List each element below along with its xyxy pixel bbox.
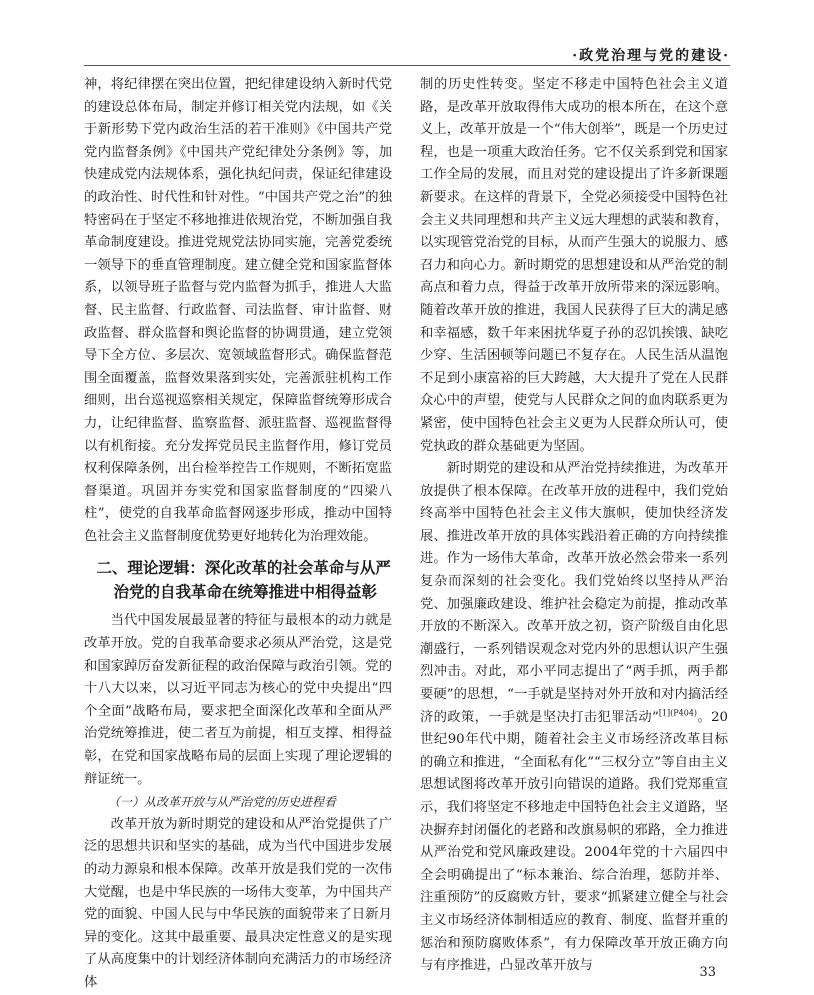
section-heading-line2: 治党的自我革命在统筹推进中相得益彰 [113, 583, 377, 602]
citation-reference: [1](P404) [658, 708, 698, 718]
right-paragraph-continued: 制的历史性转变。坚定不移走中国特色社会主义道路，是改革开放取得伟大成功的根本所在，在这个意义上，改革开放是一个“伟大创举”，既是一个历史过程，也是一项重大政治任务。它不仅关系到党和国家工作全局的发展，而且对党的建设提出了许多新课题新要求。在这样的背景下，全党必须接受中国特色社会主义共同理想和共产主义远大理想的武装和教育，以实现管党治党的目标，从而产生强大的说服力、感召力和向心力。新时期党的思想建设和从严治党的制高点和着力点，得益于改革开放所带来的深远影响。随着改革开放的推进，我国人民获得了巨大的满足感和幸福感，数千年来困扰华夏子孙的忍饥挨饿、缺吃少穿、生活困顿等问题已不复存在。人民生活从温饱不足到小康富裕的巨大跨越，大大提升了党在人民群众心中的声望，使党与人民群众之间的血肉联系更为紧密，使中国特色社会主义更为人民群众所认可，使党执政的群众基础更为坚固。 [420, 77, 728, 454]
right-paragraph-text-a: 新时期党的建设和从严治党持续推进，为改革开放提供了根本保障。在改革开放的进程中，我们党始终高举中国特色社会主义伟大旗帜，使加快经济发展、推进改革开放的具体实践沿着正确的方向持续推进。作为一场伟大革命，改革开放必然会带来一系列复杂而深刻的社会变化。我们党始终以坚持从严治党、加强廉政建设、维护社会稳定为前提，推动改革开放的不断深入。改革开放之初，资产阶级自由化思潮盛行，一系列错误观念对党内外的思想认识产生强烈冲击。对此，邓小平同志提出了“两手抓，两手都要硬”的思想，“一手就是坚持对外开放和对内搞活经济的政策，一手就是坚决打击犯罪活动” [420, 461, 728, 725]
section-heading-line1: 二、理论逻辑：深化改革的社会革命与从严 [96, 559, 391, 578]
section-heading-2 [84, 556, 392, 604]
left-column [84, 74, 392, 995]
left-paragraph-reform: 当代中国发展最显著的特征与最根本的动力就是改革开放。党的自我革命要求必须从严治党，这是党和国家踔厉奋发新征程的政治保障与政治引领。党的十八大以来，以习近平同志为核心的党中央提出“四个全面”战略布局，要求把全面深化改革和全面从严治党统筹推进，使二者互为前提，相互支撑、相得益彰，在党和国家战略布局的层面上实现了理论逻辑的辩证统一。 [84, 613, 392, 787]
left-paragraph-history: 改革开放为新时期党的建设和从严治党提供了广泛的思想共识和坚实的基础，成为当代中国进步发展的动力源泉和根本保障。改革开放是我们党的一次伟大觉醒，也是中华民族的一场伟大变革，为中国共产党的面貌、中国人民与中华民族的面貌带来了日新月异的变化。这其中最重要、最具决定性意义的是实现了从高度集中的计划经济体制向充满活力的市场经济体 [84, 816, 392, 990]
right-paragraph-guarantee [420, 458, 728, 978]
right-column [420, 74, 728, 978]
right-paragraph-text-b: 。20世纪90年代中期，随着社会主义市场经济改革目标的确立和推进，“全面私有化”“三权分立”等自由主义思想试图将改革开放引向错误的道路。我们党郑重宣示，我们将坚定不移地走中国特色社会主义道路，坚决摒弃封闭僵化的老路和改旗易帜的邪路，全力推进从严治党和党风廉政建设。2004年党的十六届四中全会明确提出了“标本兼治、综合治理，惩防并举、注重预防”的反腐败方针，要求“抓紧建立健全与社会主义市场经济体制相适应的教育、制度、监督并重的惩治和预防腐败体系”，有力保障改革开放正确方向与有序推进，凸显改革开放与 [420, 709, 728, 974]
subsection-heading-1: （一）从改革开放与从严治党的历史进程看 [108, 795, 337, 810]
header-rule [84, 65, 730, 66]
left-paragraph-continued: 神，将纪律摆在突出位置，把纪律建设纳入新时代党的建设总体布局，制定并修订相关党内法规，如《关于新形势下党内政治生活的若干准则》《中国共产党党内监督条例》《中国共产党纪律处分条例》等，加快建成党内法规体系，强化执纪问责，保证纪律建设的政治性、时代性和针对性。“中国共产党之治”的独特密码在于坚定不移地推进依规治党，不断加强自我革命制度建设。推进党规党法协同实施，完善党委统一领导下的垂直管理制度。建立健全党和国家监督体系，以领导班子监督与党内监督为抓手，推进人大监督、民主监督、行政监督、司法监督、审计监督、财政监督、群众监督和舆论监督的协调贯通，建立党领导下全方位、多层次、宽领域监督形式。确保监督范围全面覆盖，监督效果落到实处，完善派驻机构工作细则，出台巡视巡察相关规定，保障监督统筹形成合力，让纪律监督、监察监督、派驻监督、巡视监督得以有机衔接。充分发挥党员民主监督作用，修订党员权利保障条例，出台检举控告工作规则，不断拓宽监督渠道。巩固并夯实党和国家监督制度的“四梁八柱”，使党的自我革命监督网逐步形成，推动中国特色社会主义监督制度优势更好地转化为治理效能。 [84, 77, 392, 544]
page-number: 33 [699, 965, 716, 980]
journal-section-title: ·政党治理与党的建设· [572, 48, 730, 64]
running-header [0, 0, 814, 62]
